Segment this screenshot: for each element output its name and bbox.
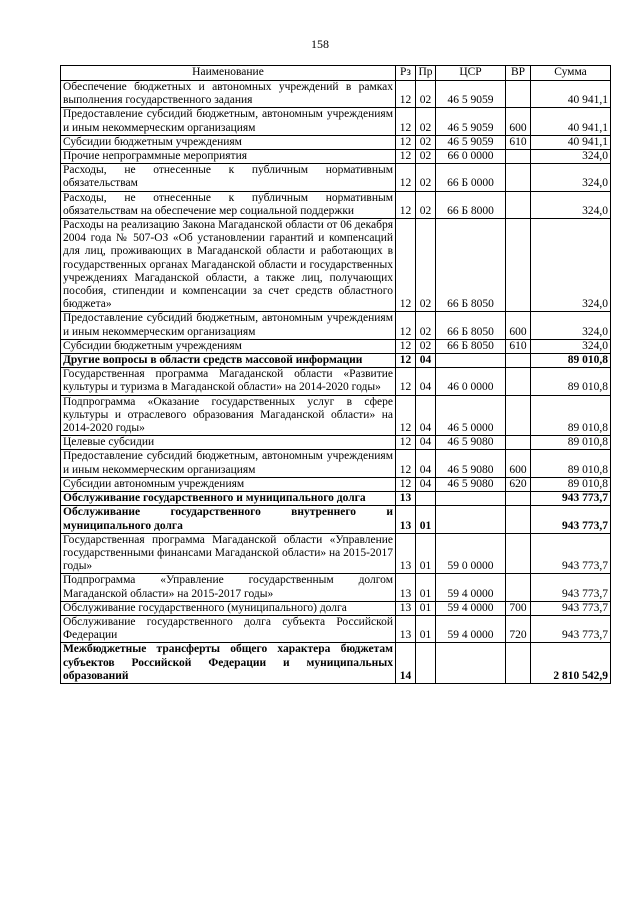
cell-pr: 01 — [416, 615, 436, 642]
cell-vr: 720 — [506, 615, 531, 642]
table-row — [61, 135, 611, 149]
cell-pr — [416, 492, 436, 506]
cell-vr — [506, 368, 531, 395]
cell-pr: 01 — [416, 601, 436, 615]
table-row — [61, 339, 611, 353]
cell-name: Расходы на реализацию Закона Магаданской области от 06 декабря 2004 года № 507-ОЗ «Об установлении гарантий и компенсаций для лиц, проживающих в Магаданской области и работающих в государственных органах Магаданской области и государственных учреждениях Магаданской области, а также лиц, получающих пособия, стипендии и компенсации за счет средств областного бюджета» — [61, 219, 396, 312]
table-row — [61, 312, 611, 339]
table-row — [61, 191, 611, 218]
cell-sum: 89 010,8 — [531, 436, 611, 450]
cell-pr: 02 — [416, 339, 436, 353]
cell-name: Другие вопросы в области средств массовой информации — [61, 354, 396, 368]
table-row — [61, 450, 611, 477]
table-row — [61, 395, 611, 436]
cell-rz: 12 — [396, 450, 416, 477]
cell-pr: 02 — [416, 108, 436, 135]
cell-rz: 12 — [396, 436, 416, 450]
cell-rz: 13 — [396, 615, 416, 642]
cell-sum: 324,0 — [531, 150, 611, 164]
table-row — [61, 150, 611, 164]
cell-rz: 13 — [396, 506, 416, 533]
cell-pr: 01 — [416, 506, 436, 533]
table-row — [61, 533, 611, 574]
cell-name: Государственная программа Магаданской области «Управление государственными финансами Магаданской области» на 2015-2017 годы» — [61, 533, 396, 574]
cell-csr: 59 0 0000 — [436, 533, 506, 574]
cell-csr: 46 5 9059 — [436, 135, 506, 149]
cell-rz: 12 — [396, 108, 416, 135]
page-number: 158 — [311, 37, 329, 51]
cell-csr — [436, 354, 506, 368]
budget-table — [60, 65, 611, 684]
cell-sum: 89 010,8 — [531, 395, 611, 436]
cell-csr: 46 5 9059 — [436, 108, 506, 135]
cell-pr: 02 — [416, 219, 436, 312]
cell-csr — [436, 506, 506, 533]
table-row — [61, 506, 611, 533]
cell-vr — [506, 150, 531, 164]
cell-sum: 2 810 542,9 — [531, 643, 611, 684]
cell-vr: 610 — [506, 339, 531, 353]
table-row — [61, 108, 611, 135]
cell-sum: 943 773,7 — [531, 506, 611, 533]
cell-rz: 12 — [396, 219, 416, 312]
cell-vr — [506, 81, 531, 108]
column-header-pr: Пр — [416, 66, 436, 81]
cell-csr — [436, 643, 506, 684]
column-header-name: Наименование — [61, 66, 396, 81]
table-row — [61, 219, 611, 312]
cell-csr: 59 4 0000 — [436, 615, 506, 642]
cell-csr: 46 5 9080 — [436, 436, 506, 450]
header-row — [61, 66, 611, 81]
column-header-sum: Сумма — [531, 66, 611, 81]
cell-sum: 89 010,8 — [531, 368, 611, 395]
cell-vr — [506, 492, 531, 506]
cell-csr: 46 5 9080 — [436, 477, 506, 491]
cell-sum: 943 773,7 — [531, 533, 611, 574]
cell-sum: 40 941,1 — [531, 108, 611, 135]
cell-pr: 04 — [416, 477, 436, 491]
cell-sum: 89 010,8 — [531, 450, 611, 477]
cell-csr: 66 0 0000 — [436, 150, 506, 164]
cell-rz: 12 — [396, 164, 416, 191]
table-row — [61, 492, 611, 506]
cell-vr: 600 — [506, 450, 531, 477]
cell-name: Обслуживание государственного (муниципального) долга — [61, 601, 396, 615]
table-body — [61, 81, 611, 684]
cell-rz: 12 — [396, 354, 416, 368]
cell-pr: 02 — [416, 135, 436, 149]
table-row — [61, 436, 611, 450]
cell-rz: 13 — [396, 492, 416, 506]
cell-name: Межбюджетные трансферты общего характера бюджетам субъектов Российской Федерации и муниципальных образований — [61, 643, 396, 684]
cell-name: Целевые субсидии — [61, 436, 396, 450]
cell-pr: 02 — [416, 191, 436, 218]
cell-name: Обслуживание государственного долга субъекта Российской Федерации — [61, 615, 396, 642]
cell-rz: 12 — [396, 395, 416, 436]
cell-pr: 02 — [416, 164, 436, 191]
cell-name: Субсидии бюджетным учреждениям — [61, 135, 396, 149]
cell-sum: 40 941,1 — [531, 135, 611, 149]
cell-rz: 14 — [396, 643, 416, 684]
cell-sum: 324,0 — [531, 164, 611, 191]
cell-name: Расходы, не отнесенные к публичным нормативным обязательствам на обеспечение мер социальной поддержки — [61, 191, 396, 218]
cell-csr: 66 Б 8000 — [436, 191, 506, 218]
cell-sum: 943 773,7 — [531, 492, 611, 506]
cell-sum: 324,0 — [531, 219, 611, 312]
table-row — [61, 81, 611, 108]
cell-vr — [506, 164, 531, 191]
cell-csr: 46 0 0000 — [436, 368, 506, 395]
cell-csr: 46 5 9059 — [436, 81, 506, 108]
cell-vr — [506, 191, 531, 218]
cell-csr: 66 Б 8050 — [436, 219, 506, 312]
cell-name: Расходы, не отнесенные к публичным нормативным обязательствам — [61, 164, 396, 191]
cell-csr: 66 Б 8050 — [436, 312, 506, 339]
cell-name: Субсидии бюджетным учреждениям — [61, 339, 396, 353]
cell-name: Прочие непрограммные мероприятия — [61, 150, 396, 164]
cell-pr: 02 — [416, 150, 436, 164]
cell-name: Предоставление субсидий бюджетным, автономным учреждениям и иным некоммерческим организациям — [61, 450, 396, 477]
cell-sum: 324,0 — [531, 312, 611, 339]
table-row — [61, 574, 611, 601]
cell-rz: 12 — [396, 368, 416, 395]
cell-pr: 04 — [416, 436, 436, 450]
cell-rz: 12 — [396, 339, 416, 353]
cell-csr: 59 4 0000 — [436, 574, 506, 601]
column-header-rz: Рз — [396, 66, 416, 81]
cell-pr: 01 — [416, 533, 436, 574]
cell-rz: 12 — [396, 477, 416, 491]
cell-pr: 04 — [416, 450, 436, 477]
table-row — [61, 477, 611, 491]
column-header-vr: ВР — [506, 66, 531, 81]
cell-vr: 600 — [506, 108, 531, 135]
cell-rz: 12 — [396, 135, 416, 149]
cell-vr — [506, 506, 531, 533]
cell-name: Обеспечение бюджетных и автономных учреждений в рамках выполнения государственного задания — [61, 81, 396, 108]
cell-name: Предоставление субсидий бюджетным, автономным учреждениям и иным некоммерческим организациям — [61, 108, 396, 135]
cell-vr: 620 — [506, 477, 531, 491]
cell-name: Подпрограмма «Оказание государственных услуг в сфере культуры и отраслевого образования Магаданской области» на 2014-2020 годы» — [61, 395, 396, 436]
cell-csr: 46 5 0000 — [436, 395, 506, 436]
cell-vr: 600 — [506, 312, 531, 339]
cell-sum: 324,0 — [531, 339, 611, 353]
cell-pr: 02 — [416, 312, 436, 339]
cell-name: Субсидии автономным учреждениям — [61, 477, 396, 491]
cell-sum: 40 941,1 — [531, 81, 611, 108]
cell-vr — [506, 395, 531, 436]
column-header-csr: ЦСР — [436, 66, 506, 81]
cell-csr: 46 5 9080 — [436, 450, 506, 477]
cell-vr — [506, 219, 531, 312]
cell-csr: 59 4 0000 — [436, 601, 506, 615]
cell-name: Обслуживание государственного внутреннего и муниципального долга — [61, 506, 396, 533]
cell-pr: 04 — [416, 395, 436, 436]
cell-name: Государственная программа Магаданской области «Развитие культуры и туризма в Магаданской области» на 2014-2020 годы» — [61, 368, 396, 395]
table-row — [61, 601, 611, 615]
cell-csr: 66 Б 0000 — [436, 164, 506, 191]
cell-rz: 13 — [396, 601, 416, 615]
cell-pr: 01 — [416, 574, 436, 601]
cell-csr — [436, 492, 506, 506]
cell-sum: 324,0 — [531, 191, 611, 218]
cell-rz: 12 — [396, 312, 416, 339]
cell-vr — [506, 533, 531, 574]
cell-vr: 700 — [506, 601, 531, 615]
cell-pr: 02 — [416, 81, 436, 108]
cell-vr — [506, 436, 531, 450]
cell-sum: 943 773,7 — [531, 574, 611, 601]
cell-sum: 89 010,8 — [531, 477, 611, 491]
cell-pr: 04 — [416, 368, 436, 395]
cell-rz: 12 — [396, 191, 416, 218]
table-row — [61, 354, 611, 368]
cell-rz: 12 — [396, 150, 416, 164]
cell-rz: 12 — [396, 81, 416, 108]
cell-vr — [506, 354, 531, 368]
cell-sum: 89 010,8 — [531, 354, 611, 368]
table-row — [61, 164, 611, 191]
cell-name: Подпрограмма «Управление государственным долгом Магаданской области» на 2015-2017 годы» — [61, 574, 396, 601]
table-row — [61, 643, 611, 684]
cell-sum: 943 773,7 — [531, 601, 611, 615]
cell-vr: 610 — [506, 135, 531, 149]
cell-name: Предоставление субсидий бюджетным, автономным учреждениям и иным некоммерческим организациям — [61, 312, 396, 339]
cell-vr — [506, 643, 531, 684]
table-row — [61, 368, 611, 395]
cell-rz: 13 — [396, 574, 416, 601]
cell-rz: 13 — [396, 533, 416, 574]
cell-csr: 66 Б 8050 — [436, 339, 506, 353]
table-header — [61, 66, 611, 81]
cell-name: Обслуживание государственного и муниципального долга — [61, 492, 396, 506]
cell-sum: 943 773,7 — [531, 615, 611, 642]
cell-vr — [506, 574, 531, 601]
cell-pr: 04 — [416, 354, 436, 368]
cell-pr — [416, 643, 436, 684]
table-row — [61, 615, 611, 642]
